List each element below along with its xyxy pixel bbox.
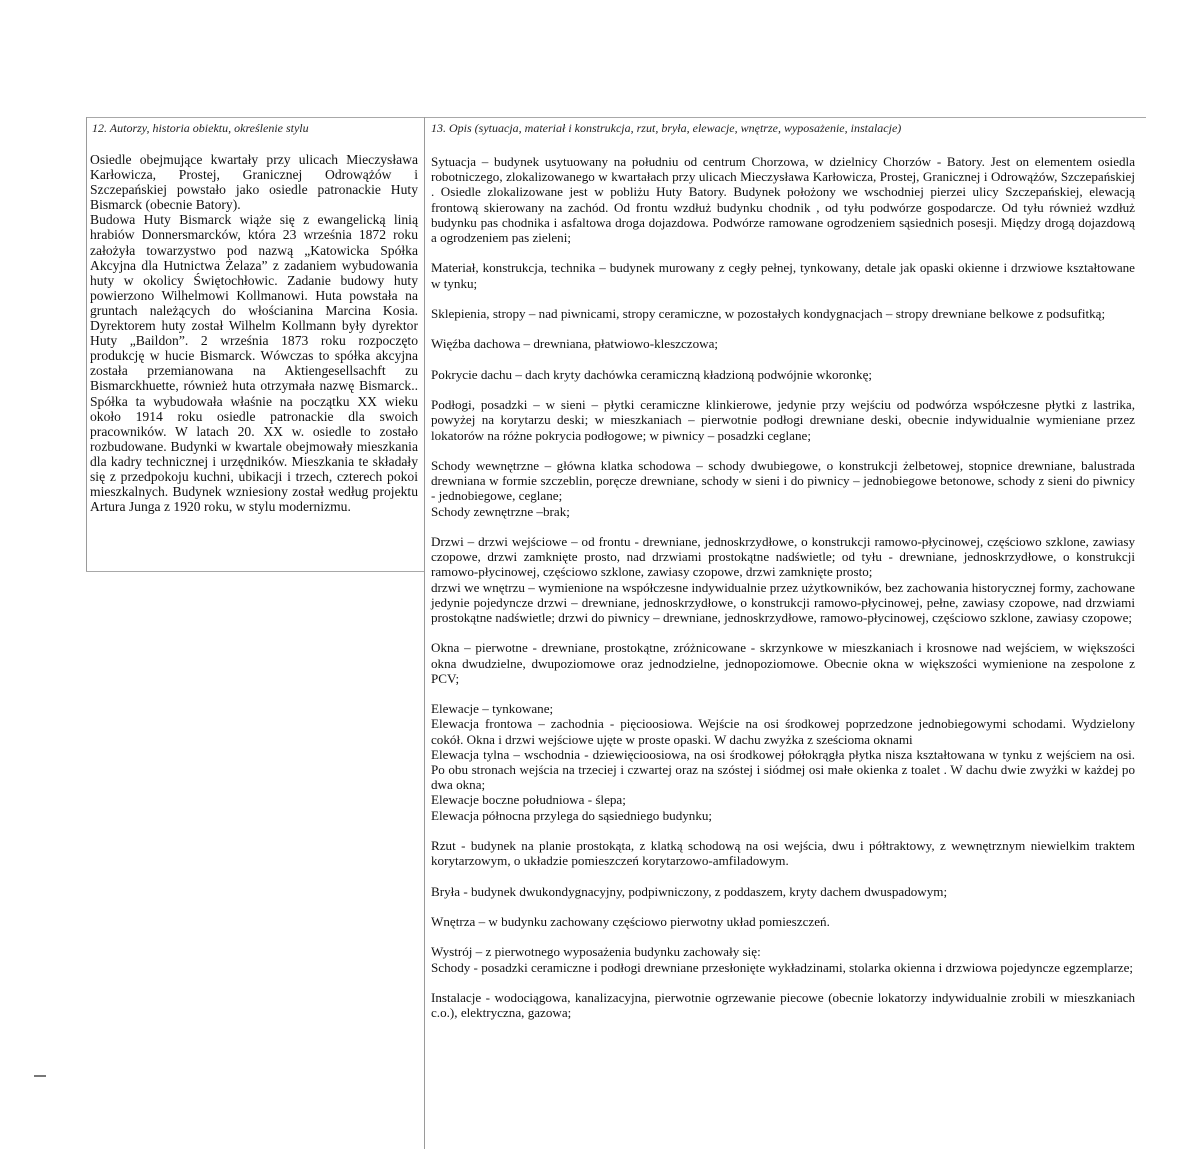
description-block <box>431 914 1135 929</box>
description-line: Pokrycie dachu – dach kryty dachówka ceramiczną kładzioną podwójnie wkoronkę; <box>431 366 873 382</box>
history-text <box>90 152 418 514</box>
description-block <box>431 838 1135 868</box>
description-line: Bryła - budynek dwukondygnacyjny, podpiwniczony, z poddaszem, kryty dachem dwuspadowym; <box>431 883 948 899</box>
description-block <box>431 154 1135 245</box>
description-line: Sklepienia, stropy – nad piwnicami, stropy ceramiczne, w pozostałych kondygnacjach – stropy drewniane belkowe z podsufitką; <box>431 306 1106 321</box>
description-block <box>431 397 1135 443</box>
description-line: Elewacja frontowa – zachodnia - pięcioosiowa. Wejście na osi środkowej poprzedzone jednobiegowymi schodami. Wydzielony cokół. Okna i drzwi wejściowe ujęte w proste opaski. W dachu zwyżka z sześcioma oknami <box>431 716 1135 747</box>
description-line: Schody wewnętrzne – główna klatka schodowa – schody dwubiegowe, o konstrukcji żelbetowej, stopnice drewniane, balustrada drewniana w formie szczeblin, poręcze drewniane, schody w sieni i do piwnicy – jednobiegowe betonowe, schody z sieni do piwnicy - jednobiegowe, ceglane; <box>431 457 1135 504</box>
description-line: Wnętrza – w budynku zachowany częściowo pierwotny układ pomieszczeń. <box>431 913 830 929</box>
description-line: Elewacja tylna – wschodnia - dziewięcioosiowa, na osi środkowej półokrągła płytka nisza kształtowana w tynku z wejściem na osi. Po obu stronach wejścia na trzeciej i czwartej oraz na szóstej i siódmej osi małe okienka z toalet . W dachu dwie zwyżki w każdej po dwa okna; <box>431 746 1135 793</box>
description-line: Więźba dachowa – drewniana, płatwiowo-kleszczowa; <box>431 336 719 352</box>
scan-mark <box>34 1075 46 1077</box>
description-block <box>431 701 1135 823</box>
description-line: Elewacje – tynkowane; <box>431 701 554 717</box>
history-paragraph: Budowa Huty Bismarck wiąże się z ewangelicką linią hrabiów Donnersmarcków, która 23 września 1872 roku założyła towarzystwo pod nazwą „Katowicka Spółka Akcyjna dla Hutnictwa Żelaza” z zadaniem wybudowania huty w okolicy Świętochłowic. Zadanie budowy huty powierzono Wilhelmowi Kollmanowi. Huta powstała na gruntach należących do włościanina Marcina Kosia. Dyrektorem huty został Wilhelm Kollmann były dyrektor Huty „Baildon”. 2 września 1873 roku rozpoczęto produkcję w hucie Bismarck. Wówczas to spółka akcyjna została przemianowana na Aktiengesellsachft zu Bismarckhuette, również huta otrzymała nazwę Bismarck.. Spółka ta wybudowała właśnie na początku XX wieku około 1914 roku osiedle patronackie dla swoich pracowników. W latach 20. XX w. osiedle to zostało rozbudowane. Budynki w kwartale obejmowały mieszkania dla kadry technicznej i urzędników. Mieszkania te składały się z przedpokoju kuchni, ubikacji i trzech, czterech pokoi mieszkalnych. Budynek wzniesiony został według projektu Artura Junga z 1920 roku, w stylu modernizmu. <box>90 212 418 515</box>
right-column-header: 13. Opis (sytuacja, materiał i konstrukcja, rzut, bryła, elewacje, wnętrze, wyposażenie, instalacje) <box>431 121 902 135</box>
description-block <box>431 260 1135 290</box>
description-line: Rzut - budynek na planie prostokąta, z klatką schodową na osi wejścia, dwu i półtraktowy, z wewnętrznym niewielkim traktem korytarzowym, o układzie pomieszczeń korytarzowo-amfiladowym. <box>431 837 1135 869</box>
description-line: drzwi we wnętrzu – wymienione na współczesne indywidualnie przez użytkowników, bez zachowania historycznej formy, zachowane jedynie pojedyncze drzwi – drewniane, jednoskrzydłowe, o konstrukcji ramowo-płycinowej, pełne, zawiasy czopowe, nad drzwiami prostokątne nadświetle; drzwi do piwnicy – drewniane, jednoskrzydłowe, ramowo-płycinowej, częściowo szklone, zawiasy czopowe; <box>431 579 1135 625</box>
description-block <box>431 336 1135 351</box>
description-line: Drzwi – drzwi wejściowe – od frontu - drewniane, jednoskrzydłowe, o konstrukcji ramowo-płycinowej, częściowo szklone, zawiasy czopowe, drzwi zamknięte prosto, nad drzwiami prostokątne nadświetle; od tyłu - drewniane, jednoskrzydłowe, o konstrukcji ramowo-płycinowej, częściowo szklone, zawiasy czopowe, drzwi zamknięte prosto; <box>431 533 1135 580</box>
description-block <box>431 458 1135 519</box>
description-block <box>431 640 1135 686</box>
description-block <box>431 367 1135 382</box>
column-divider <box>424 117 425 1149</box>
history-paragraph: Osiedle obejmujące kwartały przy ulicach Mieczysława Karłowicza, Prostej, Granicznej Odrowążów i Szczepańskiej powstało jako osiedle patronackie Huty Bismarck (obecnie Batory). <box>90 152 418 213</box>
description-line: Instalacje - wodociągowa, kanalizacyjna, pierwotnie ogrzewanie piecowe (obecnie lokatorzy indywidualnie zrobili w mieszkaniach c.o.), elektryczna, gazowa; <box>431 989 1135 1021</box>
left-border <box>86 117 87 571</box>
description-block <box>431 990 1135 1020</box>
description-line: Wystrój – z pierwotnego wyposażenia budynku zachowały się: <box>431 944 761 960</box>
description-block <box>431 944 1135 974</box>
left-bottom-rule <box>86 571 424 572</box>
description-line: Schody - posadzki ceramiczne i podłogi drewniane przesłonięte wykładzinami, stolarka okienna i drzwiowa pojedyncze egzemplarze; <box>431 959 1134 975</box>
description-line: Elewacja północna przylega do sąsiedniego budynku; <box>431 807 713 823</box>
top-rule <box>86 117 1146 118</box>
description-block <box>431 884 1135 899</box>
description-line: Sytuacja – budynek usytuowany na południu od centrum Chorzowa, w dzielnicy Chorzów - Batory. Jest on elementem osiedla robotniczego, zlokalizowanego w kwartałach przy ulicach Mieczysława Karłowicza, Prostej, Granicznej i Odrowążów, Szczepańskiej . Osiedle zlokalizowane jest w pobliżu Huty Batory. Budynek położony we wschodniej pierzei ulicy Szczepańskiej, elewacją frontową skierowany na zachód. Od frontu wzdłuż budynku chodnik , od tyłu podwórze gospodarcze. Od tyłu również wzdłuż budynku pas chodnika i asfaltowa droga dojazdowa. Podwórze ramowane ogrodzeniem sąsiednich posesji. Między drogą dojazdową a ogrodzeniem pas zieleni; <box>431 154 1135 246</box>
description-line: Schody zewnętrzne –brak; <box>431 503 570 519</box>
left-column-header: 12. Autorzy, historia obiektu, określenie stylu <box>92 121 309 135</box>
description-line: Materiał, konstrukcja, technika – budynek murowany z cegły pełnej, tynkowany, detale jak opaski okienne i drzwiowe kształtowane w tynku; <box>431 260 1135 291</box>
description-line: Okna – pierwotne - drewniane, prostokątne, zróżnicowane - skrzynkowe w mieszkaniach i krosnowe nad wejściem, w większości okna dwudzielne, dwupoziomowe oraz jednodzielne, jednopoziomowe. Obecnie okna w większości wymienione na zespolone z PCV; <box>431 640 1135 686</box>
description-block <box>431 306 1135 321</box>
description-line: Podłogi, posadzki – w sieni – płytki ceramiczne klinkierowe, jedynie przy wejściu od podwórza współczesne płytki z lastrika, powyżej na korytarzu deski; w mieszkaniach – pierwotnie podłogi drewniane deski, obecnie indywidualnie wymieniane przez lokatorów na różne pokrycia podłogowe; w piwnicy – posadzki ceglane; <box>431 397 1135 443</box>
description-text <box>431 154 1135 1020</box>
description-block <box>431 534 1135 625</box>
description-line: Elewacje boczne południowa - ślepa; <box>431 792 626 808</box>
